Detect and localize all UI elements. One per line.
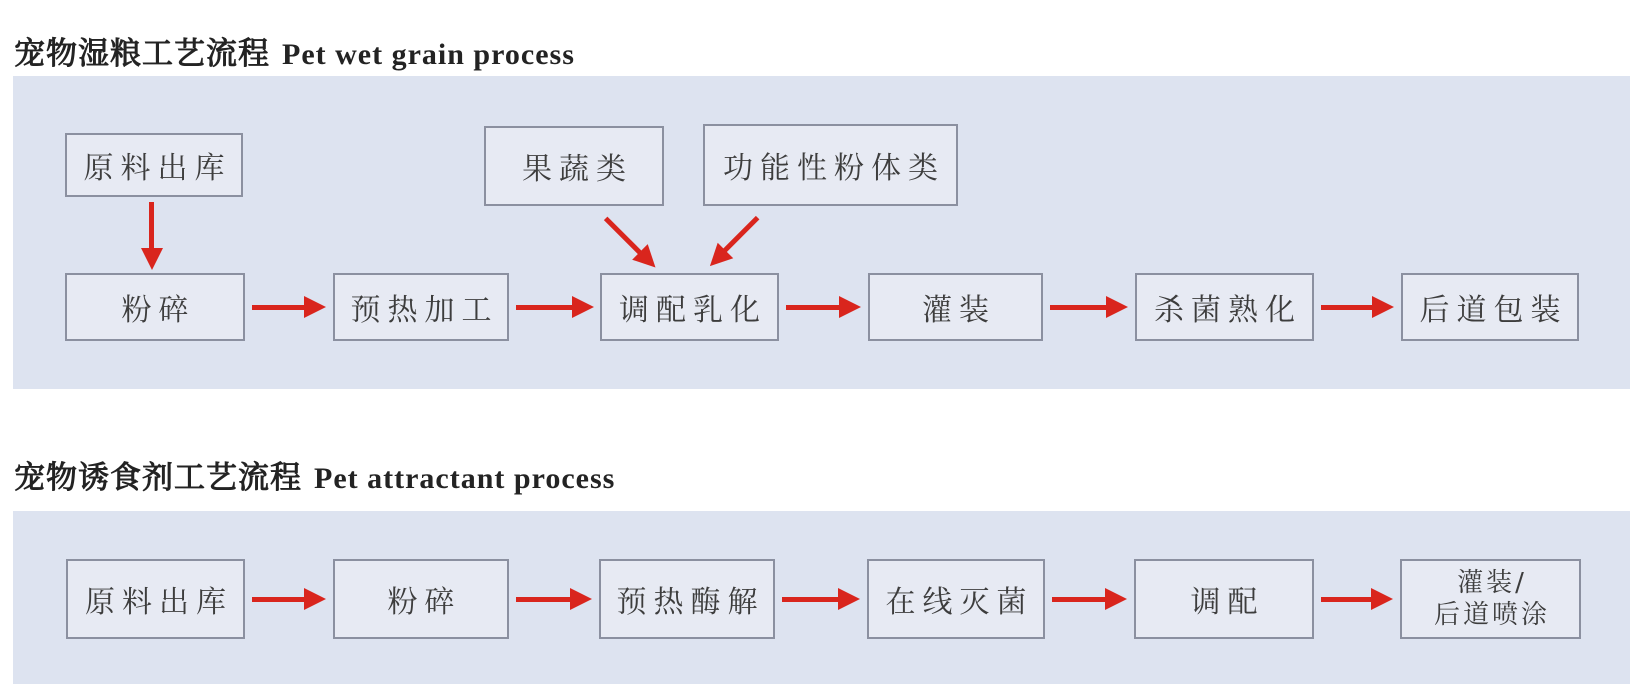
flow-box-label: 功能性粉体类	[723, 151, 945, 186]
flow-box-inline-sterilization	[867, 559, 1045, 639]
flow-box-label: 粉碎	[387, 585, 462, 620]
flow-box-preheat-processing	[333, 273, 509, 341]
arrow-head-icon	[1105, 588, 1127, 610]
flow-box-raw-material-outbound	[66, 559, 245, 639]
flow-box-label-line: 后道喷涂	[1433, 600, 1550, 630]
arrow-shaft	[1050, 305, 1110, 310]
flow-box-label: 调配	[1190, 585, 1265, 620]
flow-box-label-line: 灌装/	[1457, 567, 1527, 598]
flow-box-label: 果蔬类	[522, 152, 633, 187]
arrow-head-icon	[839, 296, 861, 318]
section-title-zh: 宠物湿粮工艺流程	[14, 36, 270, 71]
arrow-head-icon	[1106, 296, 1128, 318]
arrow-head-icon	[838, 588, 860, 610]
flow-box-final-packaging	[1401, 273, 1579, 341]
flow-box-label: 原料出库	[83, 151, 232, 186]
flow-box-mixing-emulsification	[600, 273, 779, 341]
arrow-head-icon	[570, 588, 592, 610]
flow-box-functional-powder	[703, 124, 958, 206]
flow-box-preheat-enzymolysis	[599, 559, 775, 639]
flow-box-label: 后道包装	[1419, 293, 1568, 328]
flow-box-label: 灌装	[922, 293, 996, 328]
flow-box-label: 预热酶解	[616, 585, 765, 620]
flow-box-blending	[1134, 559, 1314, 639]
flow-box-crushing	[333, 559, 509, 639]
arrow-shaft	[786, 305, 843, 310]
section-title-en: Pet attractant process	[314, 462, 616, 495]
arrow-shaft	[516, 597, 574, 602]
arrow-head-icon	[1372, 296, 1394, 318]
flow-box-sterilization-curing	[1135, 273, 1314, 341]
arrow-shaft	[252, 597, 308, 602]
section-title-pet-attractant	[14, 452, 615, 497]
section-title-pet-wet-grain	[14, 28, 575, 73]
section-title-en: Pet wet grain process	[282, 38, 575, 71]
flow-box-raw-material-outbound	[65, 133, 243, 197]
arrow-shaft	[252, 305, 308, 310]
arrow-shaft	[782, 597, 842, 602]
flow-box-fruit-vegetable	[484, 126, 664, 206]
flow-box-label: 原料出库	[85, 585, 233, 620]
flow-box-label: 在线灭菌	[885, 585, 1034, 620]
arrow-shaft	[1052, 597, 1109, 602]
flow-box-filling-post-spraying	[1400, 559, 1581, 639]
arrow-head-icon	[572, 296, 594, 318]
arrow-head-icon	[1371, 588, 1393, 610]
flow-box-label: 粉碎	[121, 293, 196, 328]
arrow-shaft	[516, 305, 576, 310]
arrow-shaft	[150, 202, 155, 252]
arrow-head-icon	[304, 588, 326, 610]
flow-box-filling	[868, 273, 1043, 341]
arrow-head-icon	[304, 296, 326, 318]
arrow-head-icon	[141, 248, 163, 270]
flow-box-label: 预热加工	[350, 293, 499, 328]
arrow-shaft	[1321, 305, 1376, 310]
flow-box-crushing	[65, 273, 245, 341]
section-title-zh: 宠物诱食剂工艺流程	[14, 460, 302, 495]
arrow-shaft	[1321, 597, 1375, 602]
flow-box-label: 调配乳化	[619, 293, 767, 328]
panel-pet-wet-grain	[13, 76, 1630, 389]
flow-box-label: 杀菌熟化	[1154, 293, 1302, 328]
